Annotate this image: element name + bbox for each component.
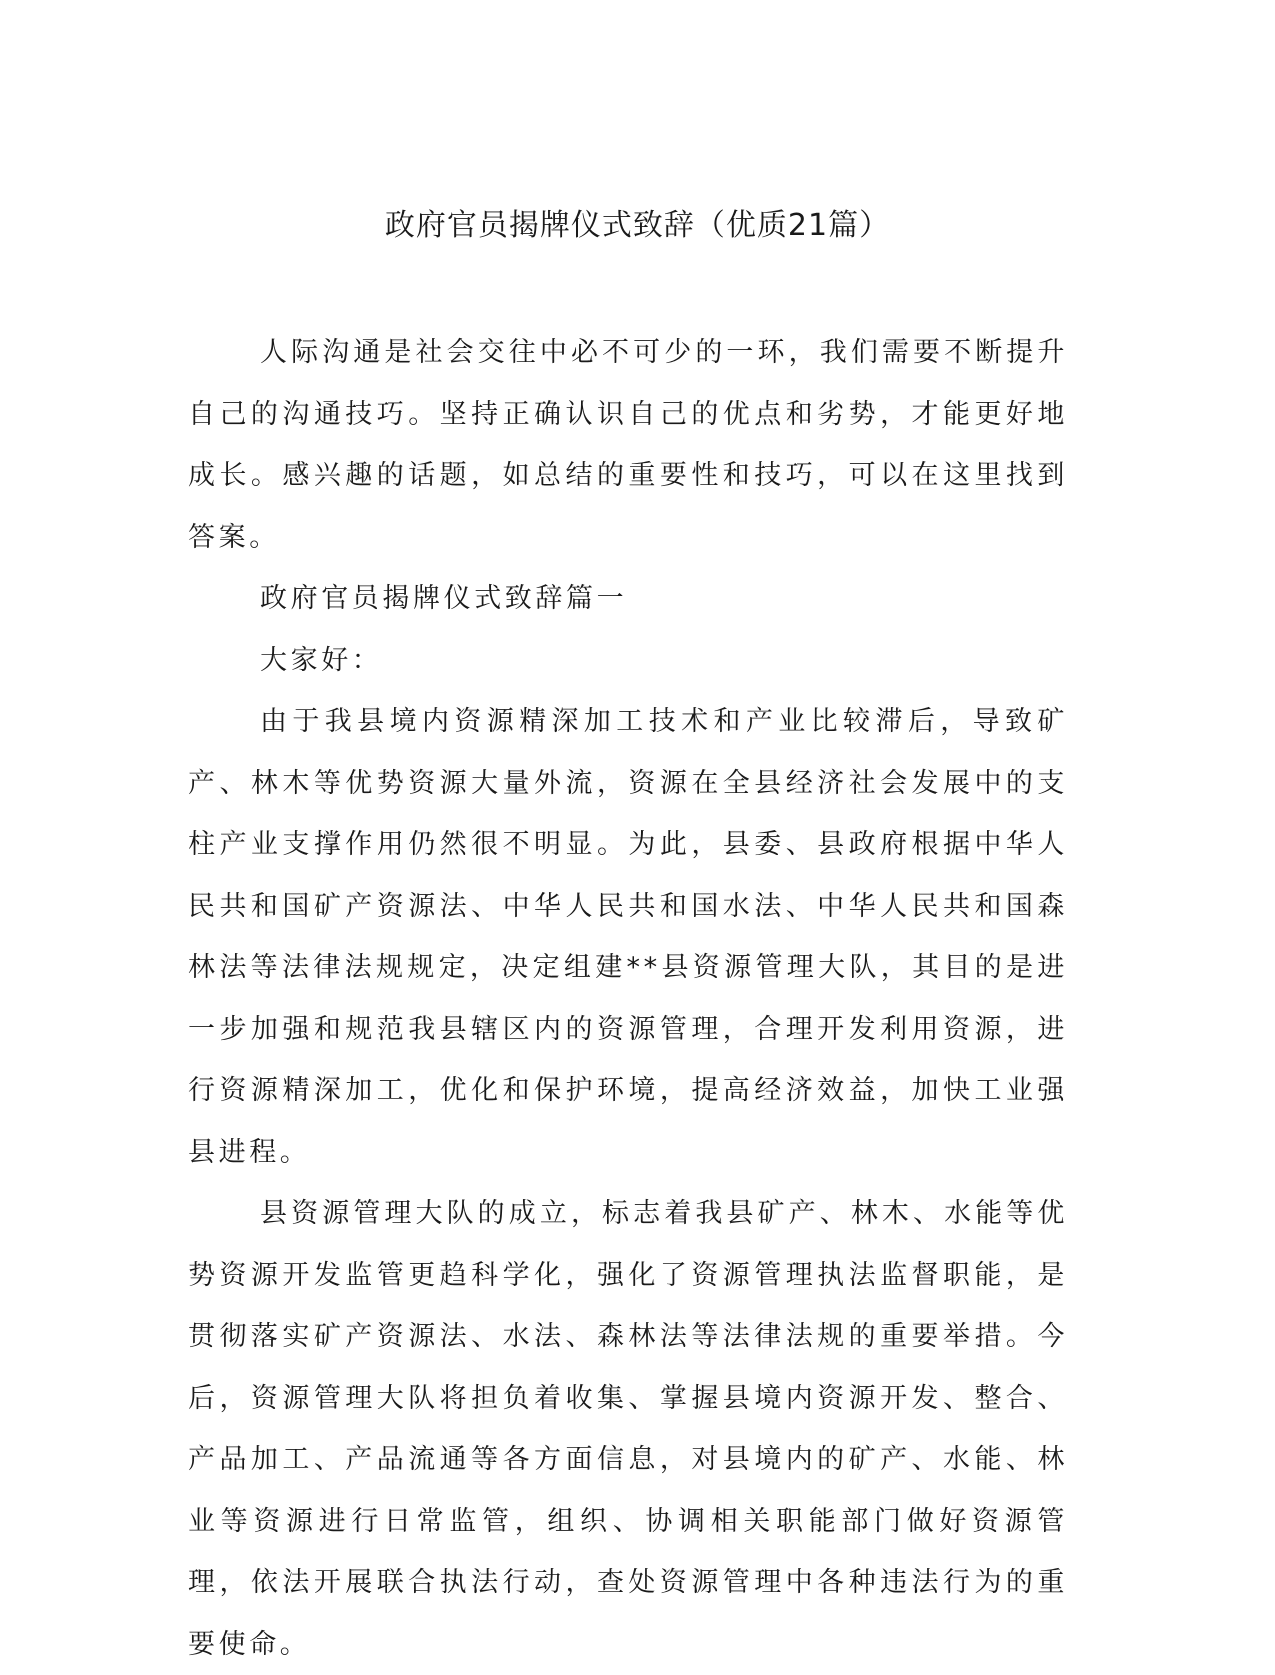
body-paragraph: 由于我县境内资源精深加工技术和产业比较滞后，导致矿产、林木等优势资源大量外流，资源在全县经济社会发展中的支柱产业支撑作用仍然很不明显。为此，县委、县政府根据中华人民共和国矿产资源法、中华人民共和国水法、中华人民共和国森林法等法律法规规定，决定组建**县资源管理大队，其目的是进一步加强和规范我县辖区内的资源管理，合理开发利用资源，进行资源精深加工，优化和保护环境，提高经济效益，加快工业强县进程。 xyxy=(188,706,1068,1168)
body-paragraph: 县资源管理大队的成立，标志着我县矿产、林木、水能等优势资源开发监管更趋科学化，强化了资源管理执法监督职能，是贯彻落实矿产资源法、水法、森林法等法律法规的重要举措。今后，资源管理大队将担负着收集、掌握县境内资源开发、整合、产品加工、产品流通等各方面信息，对县境内的矿产、水能、林业等资源进行日常监管，组织、协调相关职能部门做好资源管理，依法开展联合执法行动，查处资源管理中各种违法行为的重要使命。 xyxy=(188,1198,1068,1660)
intro-paragraph: 人际沟通是社会交往中必不可少的一环，我们需要不断提升自己的沟通技巧。坚持正确认识自己的优点和劣势，才能更好地成长。感兴趣的话题，如总结的重要性和技巧，可以在这里找到答案。 xyxy=(188,337,1068,553)
section-heading: 政府官员揭牌仪式致辞篇一 xyxy=(260,583,628,614)
document-title: 政府官员揭牌仪式致辞（优质21篇） xyxy=(384,208,891,243)
salutation: 大家好： xyxy=(260,644,383,676)
document-body xyxy=(188,322,1068,1675)
